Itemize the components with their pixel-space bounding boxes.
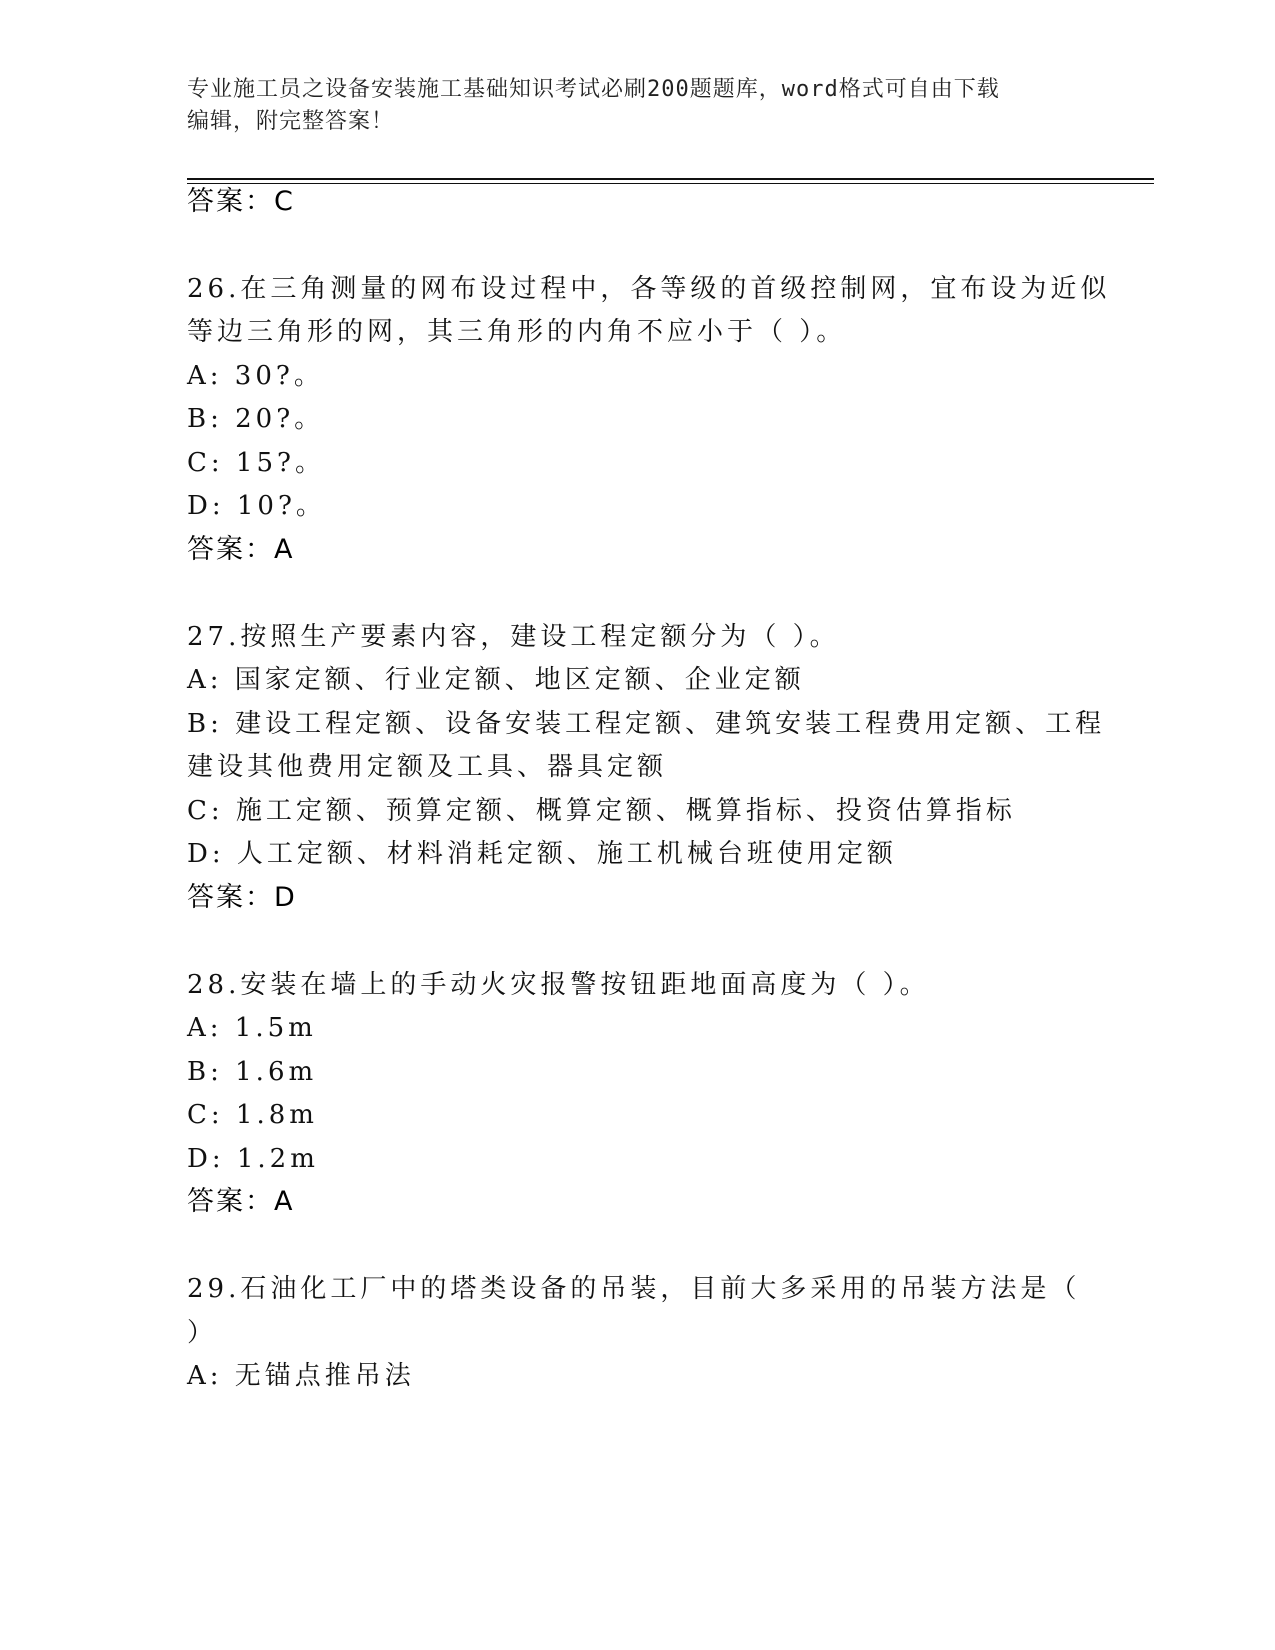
- q28-option-d: D: 1.2m: [187, 1144, 319, 1174]
- q27-option-a: A: 国家定额、行业定额、地区定额、企业定额: [187, 665, 805, 695]
- q26-option-c: C: 15?。: [187, 448, 325, 478]
- prev-answer: 答案：C: [187, 186, 295, 217]
- q28-option-c: C: 1.8m: [187, 1100, 318, 1130]
- header-rule-thick: [187, 178, 1154, 180]
- q27-answer: 答案：D: [187, 882, 297, 913]
- q28-option-b: B: 1.6m: [187, 1057, 318, 1087]
- q28-answer: 答案：A: [187, 1186, 295, 1217]
- q26-option-b: B: 20?。: [187, 404, 325, 434]
- header-title-line-1: 专业施工员之设备安装施工基础知识考试必刷200题题库，word格式可自由下载: [187, 77, 1000, 102]
- q26-answer: 答案：A: [187, 534, 295, 565]
- q29-option-a: A: 无锚点推吊法: [187, 1361, 415, 1391]
- q29-stem-line-1: 29.石油化工厂中的塔类设备的吊装，目前大多采用的吊装方法是（: [187, 1274, 1081, 1304]
- q27-option-b-cont: 建设其他费用定额及工具、器具定额: [187, 752, 668, 782]
- q28-option-a: A: 1.5m: [187, 1013, 317, 1043]
- q27-option-d: D: 人工定额、材料消耗定额、施工机械台班使用定额: [187, 839, 897, 869]
- header-rule-thin: [187, 183, 1154, 184]
- page-header: [187, 74, 1087, 138]
- q26-stem-line-2: 等边三角形的网，其三角形的内角不应小于（ ）。: [187, 317, 847, 347]
- q27-option-c: C: 施工定额、预算定额、概算定额、概算指标、投资估算指标: [187, 796, 1016, 826]
- q29-stem-line-2: ）: [187, 1318, 218, 1348]
- header-title-line-2: 编辑，附完整答案！: [187, 109, 395, 134]
- q27-option-b: B: 建设工程定额、设备安装工程定额、建筑安装工程费用定额、工程: [187, 709, 1106, 739]
- q26-option-d: D: 10?。: [187, 491, 326, 521]
- q28-stem-line-1: 28.安装在墙上的手动火灾报警按钮距地面高度为（ ）。: [187, 970, 930, 1000]
- q26-stem-line-1: 26.在三角测量的网布设过程中，各等级的首级控制网，宜布设为近似: [187, 274, 1111, 304]
- q26-option-a: A: 30?。: [187, 361, 324, 391]
- q27-stem-line-1: 27.按照生产要素内容，建设工程定额分为（ ）。: [187, 622, 840, 652]
